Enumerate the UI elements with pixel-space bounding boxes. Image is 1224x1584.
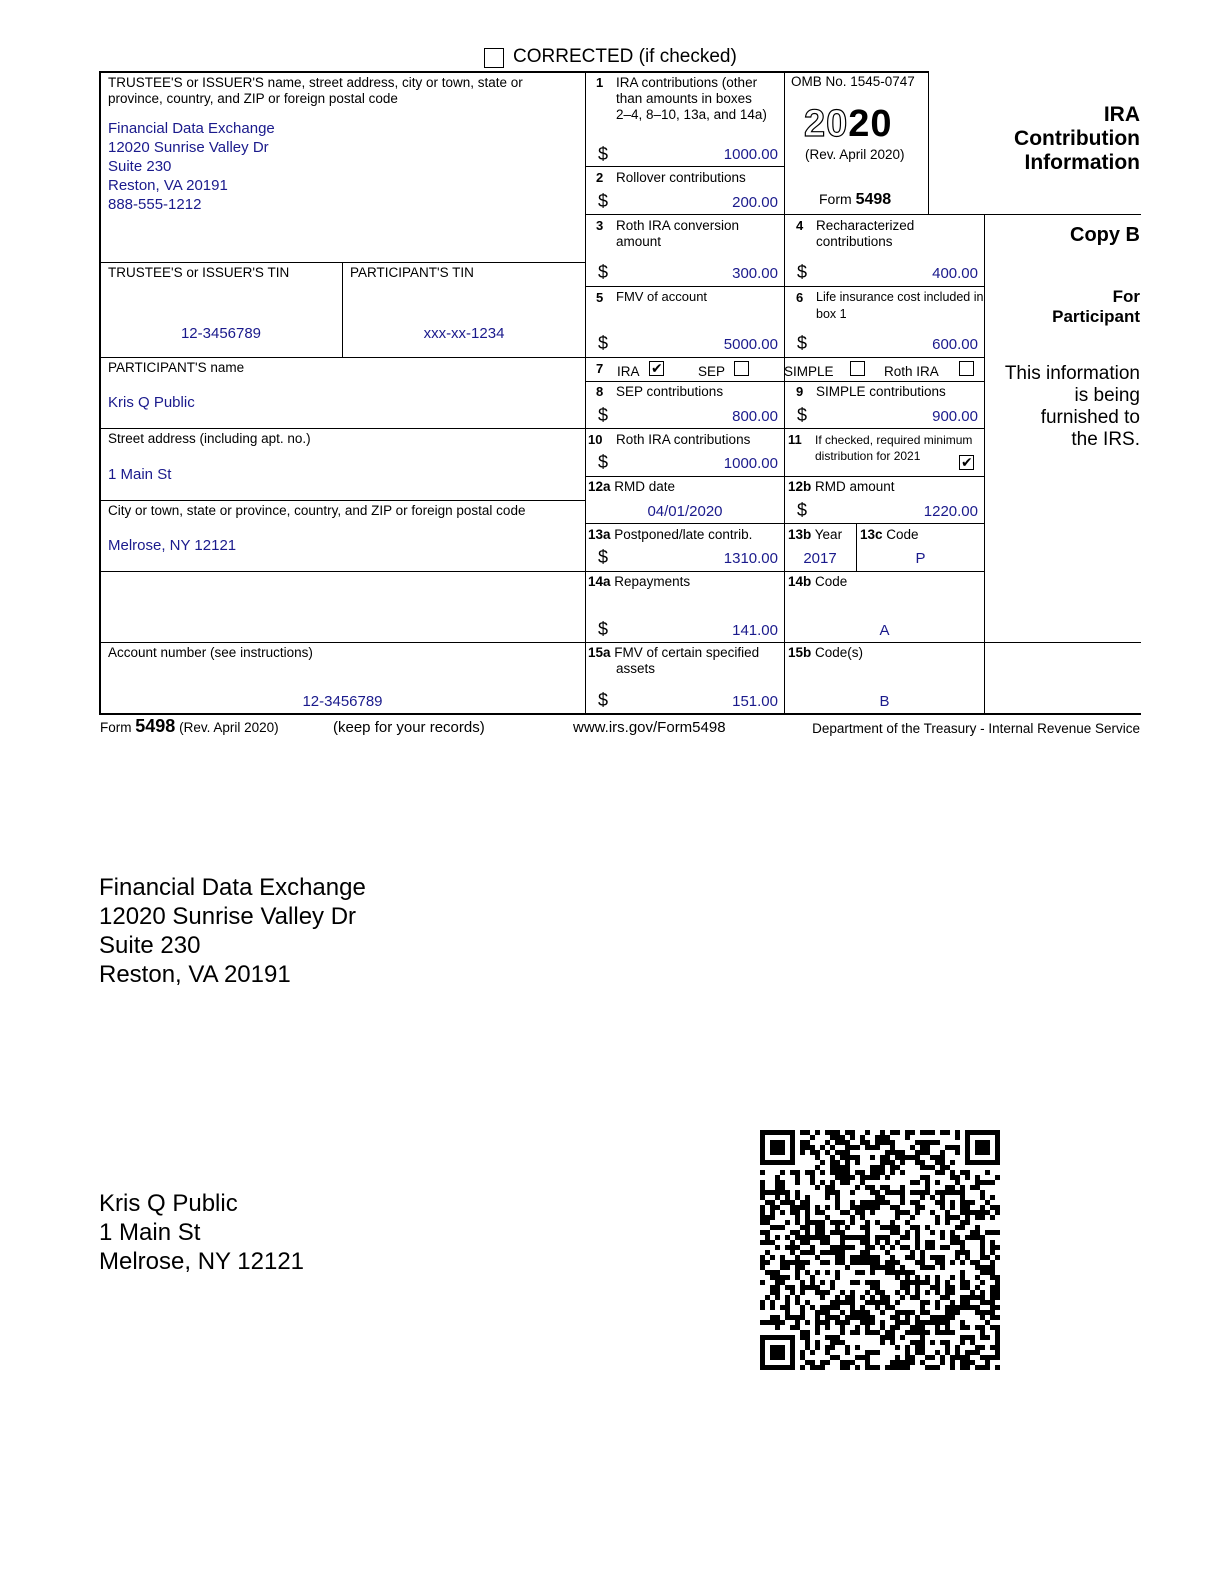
box11-checkbox[interactable] — [959, 455, 974, 470]
corrected-checkbox[interactable] — [484, 48, 504, 68]
box7-sep-label: SEP — [698, 364, 726, 379]
participant-name: Kris Q Public — [108, 394, 195, 411]
box14b-label: 14b Code — [788, 574, 848, 589]
box7-sep-checkbox[interactable] — [734, 361, 749, 376]
footer-dept: Department of the Treasury - Internal Revenue Service — [812, 721, 1140, 736]
box15a-label: 15a FMV of certain specified assets — [588, 645, 760, 676]
trustee-address1: 12020 Sunrise Valley Dr — [108, 139, 269, 156]
participant-street-label: Street address (including apt. no.) — [108, 431, 311, 446]
copy-note: This information is being furnished to the IRS. — [1004, 363, 1140, 450]
mailing-from-line: Reston, VA 20191 — [99, 961, 291, 988]
mailing-to — [99, 1189, 304, 1276]
box1-dollar: $ — [598, 144, 609, 164]
box7-simple-checkbox[interactable] — [850, 361, 865, 376]
trustee-tin: 12-3456789 — [180, 325, 262, 342]
box3-value: 300.00 — [732, 265, 778, 282]
copy-for: For Participant — [1052, 287, 1140, 326]
footer-form: Form 5498 (Rev. April 2020) — [100, 716, 279, 736]
box12b-dollar: $ — [797, 500, 808, 520]
box4-dollar: $ — [797, 262, 808, 282]
box15b-label: 15b Code(s) — [788, 645, 864, 660]
box7-roth-checkbox[interactable] — [959, 361, 974, 376]
box5-label: FMV of account — [616, 289, 708, 304]
box7-num: 7 — [596, 361, 604, 376]
participant-tin-label: PARTICIPANT'S TIN — [350, 265, 474, 280]
box7-ira-checkbox[interactable] — [649, 361, 664, 376]
participant-city: Melrose, NY 12121 — [108, 537, 237, 554]
box15a-dollar: $ — [598, 690, 609, 710]
box12b-value: 1220.00 — [923, 503, 978, 520]
mailing-from-line: Suite 230 — [99, 932, 201, 959]
check-icon: ✔ — [651, 360, 663, 376]
omb-number: OMB No. 1545-0747 — [791, 74, 915, 89]
form-title: IRA Contribution Information — [1014, 103, 1140, 174]
participant-city-label: City or town, state or province, country, and ZIP or foreign postal code — [108, 503, 526, 518]
account-number: 12-3456789 — [302, 693, 383, 710]
box1-num: 1 — [596, 75, 604, 90]
account-label: Account number (see instructions) — [108, 645, 313, 660]
footer-keep: (keep for your records) — [333, 719, 485, 736]
box9-value: 900.00 — [932, 408, 978, 425]
box14b-value: A — [879, 622, 890, 639]
box6-value: 600.00 — [932, 336, 978, 353]
box13b-label: 13b Year — [788, 527, 843, 542]
trustee-phone: 888-555-1212 — [108, 196, 202, 213]
copy-title: Copy B — [1070, 224, 1140, 246]
box6-dollar: $ — [797, 333, 808, 353]
box11-num: 11 — [788, 432, 802, 447]
box13b-value: 2017 — [803, 550, 837, 567]
omb-rev: (Rev. April 2020) — [805, 147, 905, 162]
box15a-value: 151.00 — [732, 693, 778, 710]
corrected-label: CORRECTED (if checked) — [513, 46, 737, 67]
box3-dollar: $ — [598, 262, 609, 282]
box14a-label: 14a Repayments — [588, 574, 691, 589]
trustee-address2: Suite 230 — [108, 158, 172, 175]
box10-label: Roth IRA contributions — [616, 432, 751, 447]
box13a-value: 1310.00 — [723, 550, 778, 567]
trustee-name: Financial Data Exchange — [108, 120, 275, 137]
box12a-value: 04/01/2020 — [647, 503, 723, 520]
box7-simple-label: SIMPLE — [784, 364, 834, 379]
trustee-tin-label: TRUSTEE'S or ISSUER'S TIN — [108, 265, 290, 280]
mailing-from-line: 12020 Sunrise Valley Dr — [99, 903, 357, 930]
participant-name-label: PARTICIPANT'S name — [108, 360, 245, 375]
box6-label: Life insurance cost included in box 1 — [816, 290, 984, 321]
box9-label: SIMPLE contributions — [816, 384, 946, 399]
mailing-from — [99, 873, 366, 989]
box12a-label: 12a RMD date — [588, 479, 676, 494]
mailing-to-line: 1 Main St — [99, 1219, 201, 1246]
form-year: 2020 — [804, 103, 893, 145]
check-icon: ✔ — [961, 454, 973, 470]
box1-value: 1000.00 — [723, 146, 778, 163]
box14a-value: 141.00 — [732, 622, 778, 639]
box13c-label: 13c Code — [860, 527, 919, 542]
box2-dollar: $ — [598, 191, 609, 211]
box2-num: 2 — [596, 170, 604, 185]
box6-num: 6 — [796, 290, 804, 305]
omb-form: Form 5498 — [819, 191, 892, 208]
box3-num: 3 — [596, 218, 604, 233]
trustee-label: TRUSTEE'S or ISSUER'S name, street address, city or town, state or province, country, and ZIP or foreign postal code — [108, 75, 523, 106]
box13a-label: 13a Postponed/late contrib. — [588, 527, 753, 542]
box14a-dollar: $ — [598, 619, 609, 639]
box2-label: Rollover contributions — [616, 170, 746, 185]
mailing-to-line: Kris Q Public — [99, 1190, 238, 1217]
footer-url[interactable]: www.irs.gov/Form5498 — [573, 719, 726, 736]
box3-label: Roth IRA conversion amount — [616, 218, 740, 249]
box7-ira-label: IRA — [617, 364, 640, 379]
box15b-value: B — [879, 693, 890, 710]
box12b-label: 12b RMD amount — [788, 479, 895, 494]
box8-label: SEP contributions — [616, 384, 724, 399]
box4-label: Recharacterized contributions — [816, 218, 915, 249]
box8-value: 800.00 — [732, 408, 778, 425]
qr-code-icon — [760, 1130, 1000, 1370]
box9-num: 9 — [796, 384, 804, 399]
box2-value: 200.00 — [732, 194, 778, 211]
box13a-dollar: $ — [598, 547, 609, 567]
box4-num: 4 — [796, 218, 804, 233]
box11-label: If checked, required minimum distribution for 2021 — [815, 433, 973, 463]
box5-num: 5 — [596, 290, 604, 305]
box7-roth-label: Roth IRA — [884, 364, 939, 379]
box9-dollar: $ — [797, 405, 808, 425]
box8-dollar: $ — [598, 405, 609, 425]
participant-street: 1 Main St — [108, 466, 172, 483]
box5-dollar: $ — [598, 333, 609, 353]
box1-label: IRA contributions (other than amounts in boxes 2–4, 8–10, 13a, and 14a) — [616, 75, 767, 122]
box13c-value: P — [915, 550, 926, 567]
participant-tin: xxx-xx-1234 — [423, 325, 505, 342]
box10-num: 10 — [588, 432, 603, 447]
box10-dollar: $ — [598, 452, 609, 472]
mailing-to-line: Melrose, NY 12121 — [99, 1248, 305, 1275]
box8-num: 8 — [596, 384, 604, 399]
box5-value: 5000.00 — [723, 336, 778, 353]
box4-value: 400.00 — [932, 265, 978, 282]
mailing-from-line: Financial Data Exchange — [99, 874, 366, 901]
trustee-city: Reston, VA 20191 — [108, 177, 228, 194]
box10-value: 1000.00 — [723, 455, 778, 472]
